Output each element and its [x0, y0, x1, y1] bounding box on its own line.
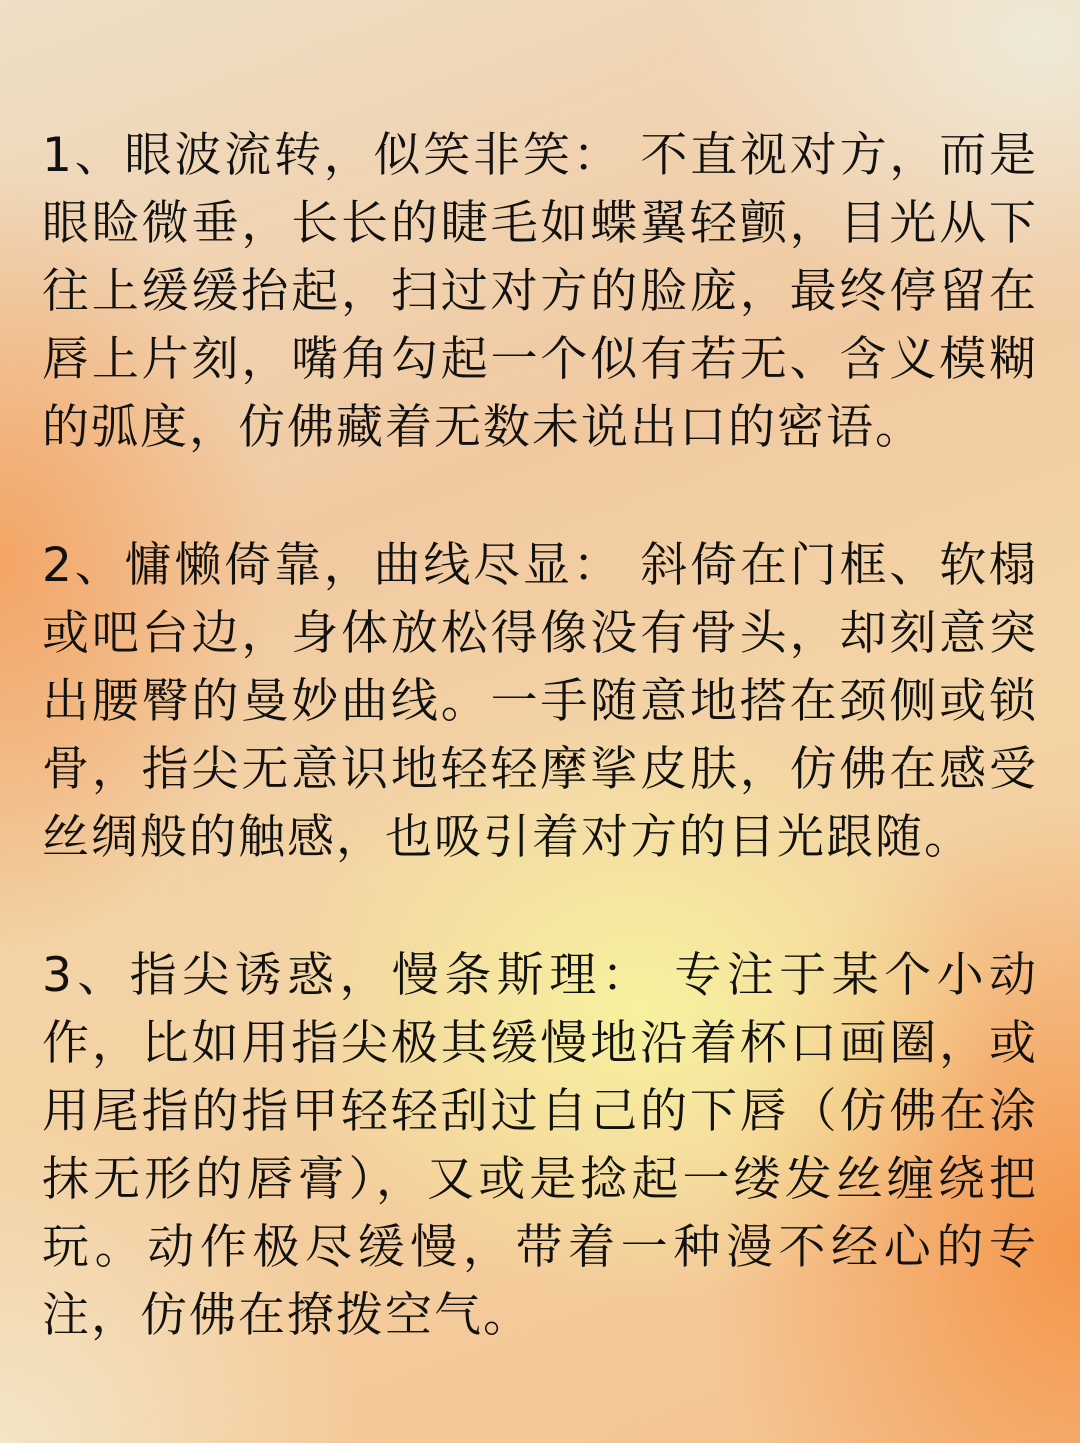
text-content [42, 122, 1038, 1350]
paragraph-3: 3、指尖诱惑，慢条斯理： 专注于某个小动作，比如用指尖极其缓慢地沿着杯口画圈，或用尾指的指甲轻轻刮过自己的下唇（仿佛在涂抹无形的唇膏），又或是捻起一缕发丝缠绕把玩。动作极尽缓慢，带着一种漫不经心的专注，仿佛在撩拨空气。 [42, 948, 1038, 1343]
paragraph-1: 1、眼波流转，似笑非笑： 不直视对方，而是眼睑微垂，长长的睫毛如蝶翼轻颤，目光从下往上缓缓抬起，扫过对方的脸庞，最终停留在唇上片刻，嘴角勾起一个似有若无、含义模糊的弧度，仿佛藏着无数未说出口的密语。 [42, 128, 1038, 455]
paragraph-2: 2、慵懒倚靠，曲线尽显： 斜倚在门框、软榻或吧台边，身体放松得像没有骨头，却刻意突出腰臀的曼妙曲线。一手随意地搭在颈侧或锁骨，指尖无意识地轻轻摩挲皮肤，仿佛在感受丝绸般的触感，也吸引着对方的目光跟随。 [42, 538, 1038, 865]
